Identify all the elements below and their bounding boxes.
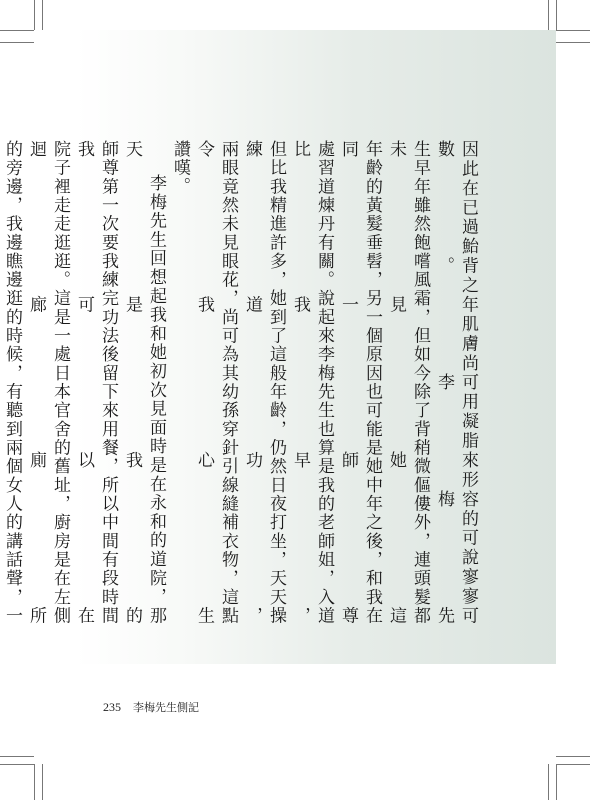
text-column: 生早年雖然飽嚐風霜，但如今除了背稍微傴僂外，連頭髮都未見她這 <box>386 140 430 625</box>
text-column: 年齡的黃髮垂髫，另一個原因也可能是她中年之後，和我在同一師尊 <box>338 140 382 625</box>
crop-mark <box>548 764 549 800</box>
text-column: 讚嘆。 <box>170 140 190 196</box>
crop-mark <box>34 764 35 800</box>
running-title: 李梅先生側記 <box>133 701 199 714</box>
crop-mark <box>0 30 34 31</box>
crop-mark <box>556 756 590 757</box>
crop-mark <box>556 42 590 43</box>
text-column: 師尊第一次要我練完功法後留下來用餐，所以中間有段時間我可以在 <box>74 140 118 625</box>
text-column: 院子裡走走逛逛。這是一處日本官舍的舊址，廚房是在左側迴廊廁所 <box>26 140 70 625</box>
crop-mark <box>556 30 590 31</box>
crop-mark <box>556 764 590 765</box>
text-column: 李梅先生回想起我和她初次見面時是在永和的道院，那天是我的 <box>122 140 166 625</box>
crop-mark <box>556 0 557 30</box>
crop-mark <box>34 0 35 30</box>
text-column: 兩眼竟然未見眼花，尚可為其幼孫穿針引線縫補衣物，這點令我心生 <box>194 140 238 625</box>
crop-mark <box>548 0 549 30</box>
text-column: 但比我精進許多，她到了這般年齡，仍然日夜打坐，天天操練道功， <box>242 140 286 625</box>
crop-mark <box>0 764 34 765</box>
body-text-vertical <box>2 140 480 625</box>
text-column: 的旁邊，我邊瞧邊逛的時候，有聽到兩個女人的講話聲，一 <box>2 140 22 625</box>
crop-mark <box>556 764 557 800</box>
page-footer <box>103 699 199 715</box>
text-column: 因此在已過鮐背之年肌膚尚可用凝脂來形容的可說寥寥可數。李梅先 <box>434 140 478 625</box>
crop-mark <box>42 764 43 800</box>
page-number: 235 <box>103 700 121 714</box>
crop-mark <box>0 42 34 43</box>
crop-mark <box>42 0 43 30</box>
crop-mark <box>0 756 34 757</box>
text-column: 處習道煉丹有關。說起來李梅先生也算是我的老師姐，入道比我早， <box>290 140 334 625</box>
